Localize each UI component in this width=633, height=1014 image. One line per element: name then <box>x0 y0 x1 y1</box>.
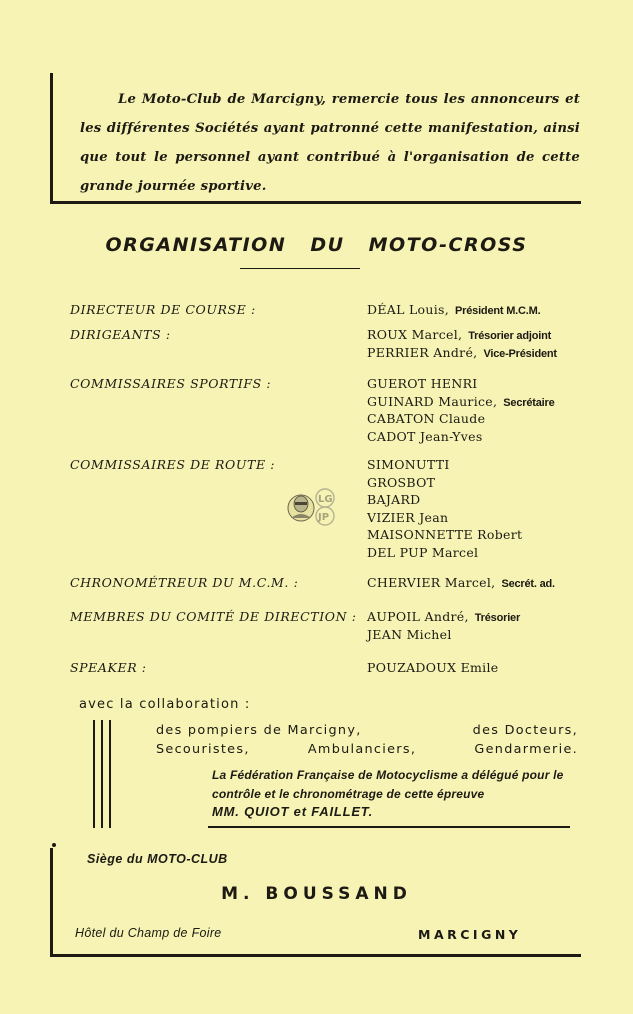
person-name: CADOT Jean-Yves <box>367 428 483 444</box>
ffm-delegation-text: La Fédération Française de Motocyclisme a délégué pour le contrôle et le chronométrage de cette épreuve <box>212 768 564 801</box>
person-name: CHERVIER Marcel, <box>367 575 496 590</box>
org-name-line <box>367 456 522 474</box>
org-role: COMMISSAIRES DE ROUTE : <box>70 457 276 472</box>
person-title: Secrét. ad. <box>501 578 555 590</box>
siege-name: M. BOUSSAND <box>221 884 412 904</box>
collaboration-line-2 <box>156 742 578 757</box>
org-name-line <box>367 574 555 592</box>
person-name: AUPOIL André, <box>367 609 469 624</box>
ffm-delegates: MM. QUIOT et FAILLET. <box>212 804 373 819</box>
org-name-line <box>367 326 557 344</box>
ffm-underline <box>208 826 570 828</box>
thanks-text: Le Moto-Club de Marcigny, remercie tous les annonceurs et les différentes Sociétés ayant patronné cette manifestation, ainsi que tout le personnel ayant contribué à l'organisation de cette grande journée sportive. <box>80 92 580 194</box>
person-name: ROUX Marcel, <box>367 327 463 342</box>
person-title: Secrétaire <box>503 396 555 409</box>
person-name: GROSBOT <box>367 474 436 490</box>
person-title: Trésorier adjoint <box>468 330 552 342</box>
svg-text:LG: LG <box>318 494 333 505</box>
org-name-line <box>367 659 498 677</box>
person-name: SIMONUTTI <box>367 457 450 472</box>
org-role: COMMISSAIRES SPORTIFS : <box>70 376 272 391</box>
person-name: MAISONNETTE Robert <box>367 527 523 542</box>
org-role: SPEAKER : <box>70 660 147 675</box>
org-name-line <box>367 526 522 544</box>
org-name-line <box>367 626 520 644</box>
ink-dot <box>52 843 56 847</box>
org-name-line <box>367 509 522 527</box>
org-role: DIRECTEUR DE COURSE : <box>70 302 256 317</box>
collaboration-item: Ambulanciers, <box>307 742 417 757</box>
page-title: ORGANISATION DU MOTO-CROSS <box>105 234 528 256</box>
org-name-line <box>367 428 555 446</box>
person-name: GUINARD Maurice, <box>367 393 498 409</box>
org-name-line <box>367 474 522 492</box>
collaboration-item: Secouristes, <box>156 742 250 757</box>
person-name: CABATON Claude <box>367 411 486 426</box>
person-name: POUZADOUX Emile <box>367 660 499 675</box>
org-names <box>367 301 540 319</box>
person-name: DÉAL Louis, <box>367 302 450 317</box>
siege-address: Hôtel du Champ de Foire <box>75 926 222 940</box>
org-names <box>367 326 557 361</box>
org-name-line <box>367 491 522 509</box>
person-name: DEL PUP Marcel <box>367 544 479 560</box>
person-title: Président M.C.M. <box>455 305 541 317</box>
org-names <box>367 659 498 677</box>
siege-city: MARCIGNY <box>418 927 522 942</box>
collaboration-item: des Docteurs, <box>472 723 578 738</box>
collaboration-line-1 <box>156 723 578 738</box>
collaboration-item: des pompiers de Marcigny, <box>156 723 362 738</box>
org-names <box>367 574 555 592</box>
org-role: DIRIGEANTS : <box>70 327 171 342</box>
collaboration-heading: avec la collaboration : <box>79 697 251 712</box>
portrait-logo-icon <box>287 486 347 528</box>
person-title: Vice-Président <box>483 347 557 360</box>
decorative-bars <box>93 720 113 828</box>
org-name-line <box>367 544 522 562</box>
org-name-line <box>367 393 555 411</box>
org-role: CHRONOMÉTREUR DU M.C.M. : <box>70 575 299 590</box>
person-name: VIZIER Jean <box>367 509 449 525</box>
person-name: JEAN Michel <box>367 626 452 642</box>
title-underline <box>240 268 360 269</box>
collaboration-item: Gendarmerie. <box>474 742 578 757</box>
person-name: GUEROT HENRI <box>367 376 478 391</box>
org-names <box>367 456 522 561</box>
person-name: BAJARD <box>367 492 421 507</box>
org-names <box>367 608 520 643</box>
siege-label: Siège du MOTO-CLUB <box>87 852 228 866</box>
org-role: MEMBRES DU COMITÉ DE DIRECTION : <box>70 609 357 624</box>
person-name: PERRIER André, <box>367 344 478 360</box>
org-name-line <box>367 608 520 626</box>
org-name-line <box>367 301 540 319</box>
org-name-line <box>367 344 557 362</box>
person-title: Trésorier <box>474 612 521 624</box>
svg-text:JP: JP <box>318 512 330 523</box>
org-name-line <box>367 375 555 393</box>
org-name-line <box>367 410 555 428</box>
org-names <box>367 375 555 445</box>
